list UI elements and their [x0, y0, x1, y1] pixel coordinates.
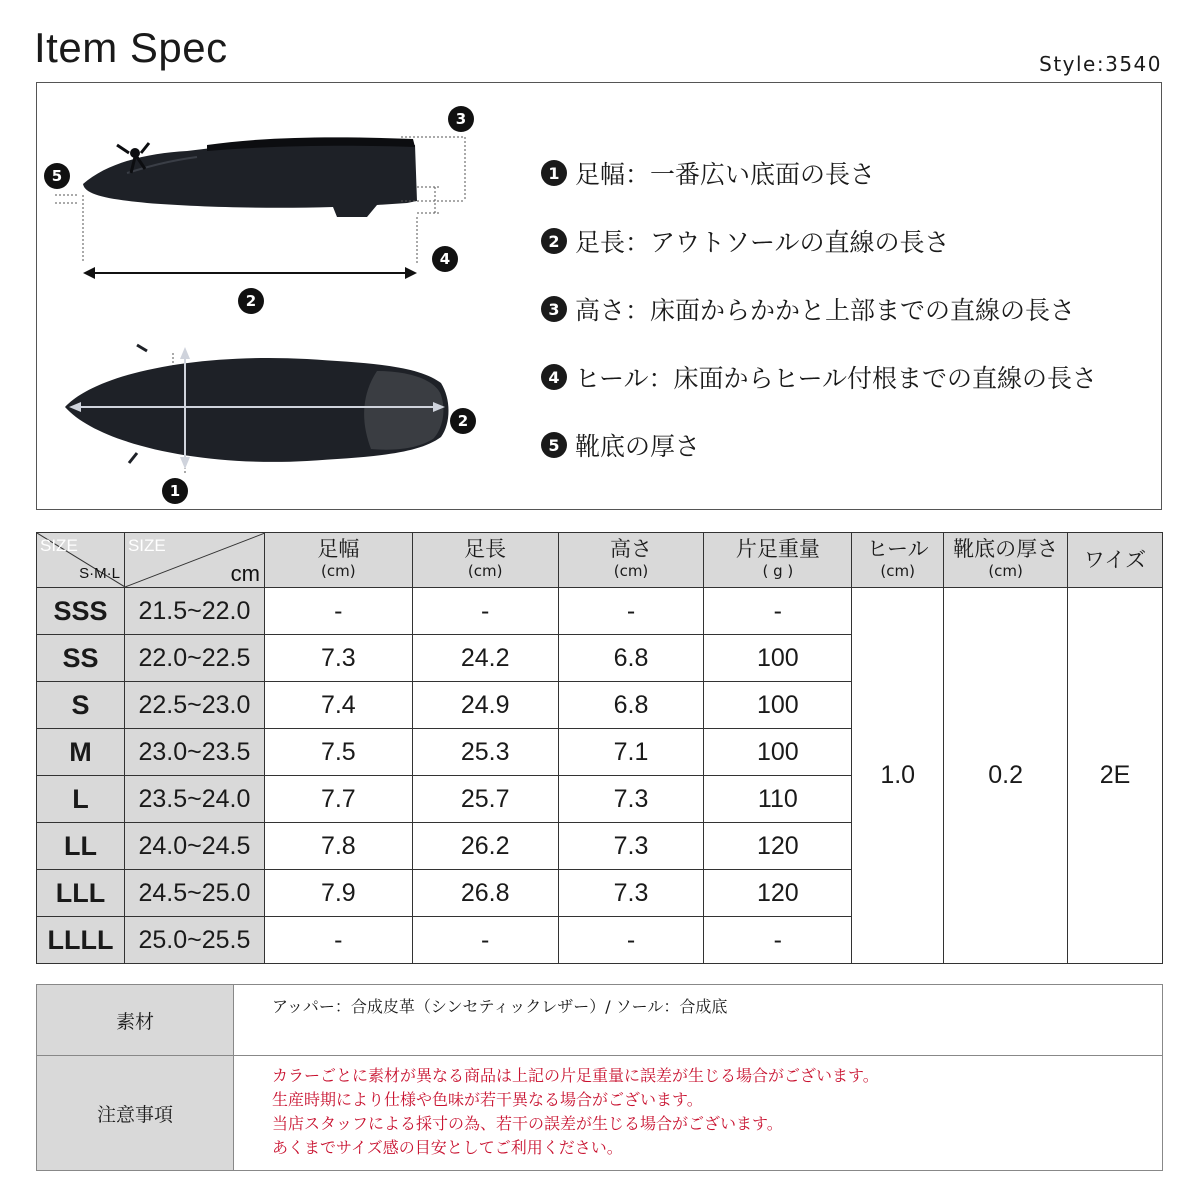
width-cell: 7.8 — [264, 823, 412, 870]
weight-cell: 120 — [704, 870, 852, 917]
col-header-width: 足幅 (cm) — [264, 533, 412, 588]
size-cell: LLLL — [37, 917, 125, 964]
range-cell: 25.0~25.5 — [124, 917, 264, 964]
marker-1-text: 1 — [169, 482, 181, 500]
wise-cell: 2E — [1068, 588, 1163, 964]
marker-5-text: 5 — [51, 167, 63, 185]
height-cell: 7.3 — [558, 870, 704, 917]
legend-item-2 — [541, 207, 1097, 275]
size-cell: LLL — [37, 870, 125, 917]
width-cell: - — [264, 917, 412, 964]
height-cell: 7.1 — [558, 729, 704, 776]
page-title: Item Spec — [34, 24, 228, 71]
length-cell: 26.2 — [412, 823, 558, 870]
weight-cell: 110 — [704, 776, 852, 823]
table-row — [37, 588, 1163, 635]
style-number: Style:3540 — [1039, 52, 1162, 76]
corner-sml-label: S·M·L — [79, 565, 120, 582]
material-value: アッパー：合成皮革（シンセティックレザー）/ ソール：合成底 — [234, 985, 1163, 1056]
length-cell: 24.2 — [412, 635, 558, 682]
legend-item-3 — [541, 275, 1097, 343]
material-row — [37, 985, 1163, 1056]
width-cell: - — [264, 588, 412, 635]
corner-cm — [124, 533, 264, 588]
notes-row — [37, 1056, 1163, 1171]
material-label: 素材 — [37, 985, 234, 1056]
legend-text: 靴底の厚さ — [575, 432, 701, 461]
size-cell: S — [37, 682, 125, 729]
col-header-height: 高さ (cm) — [558, 533, 704, 588]
shoe-side-view-image — [83, 137, 417, 217]
notes-label: 注意事項 — [37, 1056, 234, 1171]
col-header-heel: ヒール (cm) — [852, 533, 944, 588]
length-cell: 26.8 — [412, 870, 558, 917]
legend-text: ヒール：床面からヒール付根までの直線の長さ — [575, 364, 1098, 393]
height-cell: 7.3 — [558, 823, 704, 870]
range-cell: 23.5~24.0 — [124, 776, 264, 823]
size-table-header — [37, 533, 1163, 588]
width-cell: 7.4 — [264, 682, 412, 729]
width-cell: 7.7 — [264, 776, 412, 823]
size-cell: M — [37, 729, 125, 776]
legend-item-1 — [541, 139, 1097, 207]
col-header-sole: 靴底の厚さ (cm) — [944, 533, 1068, 588]
weight-cell: 100 — [704, 635, 852, 682]
marker-3-text: 3 — [455, 110, 467, 128]
spec-diagram-box — [36, 82, 1162, 510]
number-3-icon: 3 — [541, 296, 567, 322]
length-arrow — [83, 267, 417, 279]
length-cell: 24.9 — [412, 682, 558, 729]
col-header-weight: 片足重量 ( g ) — [704, 533, 852, 588]
col-header-wise: ワイズ — [1068, 533, 1163, 588]
height-cell: 6.8 — [558, 682, 704, 729]
corner-sml — [37, 533, 125, 588]
corner-size-label-2: SIZE — [127, 536, 166, 555]
length-cell: 25.7 — [412, 776, 558, 823]
heel-cell: 1.0 — [852, 588, 944, 964]
width-cell: 7.3 — [264, 635, 412, 682]
info-table — [36, 984, 1163, 1171]
marker-2-bottom-text: 2 — [457, 412, 469, 430]
size-cell: SS — [37, 635, 125, 682]
size-table — [36, 532, 1163, 964]
number-5-icon: 5 — [541, 432, 567, 458]
weight-cell: 100 — [704, 729, 852, 776]
weight-cell: - — [704, 588, 852, 635]
col-header-length: 足長 (cm) — [412, 533, 558, 588]
size-cell: L — [37, 776, 125, 823]
size-cell: LL — [37, 823, 125, 870]
note-line: あくまでサイズ感の目安としてご利用ください。 — [272, 1138, 623, 1157]
height-cell: 6.8 — [558, 635, 704, 682]
length-cell: - — [412, 588, 558, 635]
height-cell: - — [558, 917, 704, 964]
number-1-icon: 1 — [541, 160, 567, 186]
range-cell: 24.5~25.0 — [124, 870, 264, 917]
marker-4-text: 4 — [439, 250, 451, 268]
weight-cell: 100 — [704, 682, 852, 729]
length-cell: 25.3 — [412, 729, 558, 776]
shoe-diagram — [37, 83, 537, 511]
width-cell: 7.9 — [264, 870, 412, 917]
range-cell: 23.0~23.5 — [124, 729, 264, 776]
sole-cell: 0.2 — [944, 588, 1068, 964]
legend-text: 高さ：床面からかかと上部までの直線の長さ — [575, 296, 1076, 325]
marker-2-top-text: 2 — [245, 292, 257, 310]
number-2-icon: 2 — [541, 228, 567, 254]
shoe-sole-view-image — [65, 345, 449, 469]
height-cell: - — [558, 588, 704, 635]
length-cell: - — [412, 917, 558, 964]
legend-item-5 — [541, 411, 1097, 479]
note-line: 生産時期により仕様や色味が若干異なる場合がございます。 — [272, 1090, 703, 1109]
legend-item-4 — [541, 343, 1097, 411]
corner-size-label: SIZE — [40, 536, 78, 555]
note-line: カラーごとに素材が異なる商品は上記の片足重量に誤差が生じる場合がございます。 — [272, 1066, 879, 1085]
range-cell: 24.0~24.5 — [124, 823, 264, 870]
height-cell: 7.3 — [558, 776, 704, 823]
range-cell: 21.5~22.0 — [124, 588, 264, 635]
weight-cell: 120 — [704, 823, 852, 870]
range-cell: 22.5~23.0 — [124, 682, 264, 729]
note-line: 当店スタッフによる採寸の為、若干の誤差が生じる場合がございます。 — [272, 1114, 783, 1133]
measurement-legend — [541, 139, 1097, 479]
range-cell: 22.0~22.5 — [124, 635, 264, 682]
notes-value — [234, 1056, 1163, 1171]
number-4-icon: 4 — [541, 364, 567, 390]
weight-cell: - — [704, 917, 852, 964]
legend-text: 足長：アウトソールの直線の長さ — [575, 228, 950, 257]
legend-text: 足幅：一番広い底面の長さ — [575, 160, 876, 189]
corner-cm-label: cm — [230, 561, 260, 586]
size-cell: SSS — [37, 588, 125, 635]
width-cell: 7.5 — [264, 729, 412, 776]
